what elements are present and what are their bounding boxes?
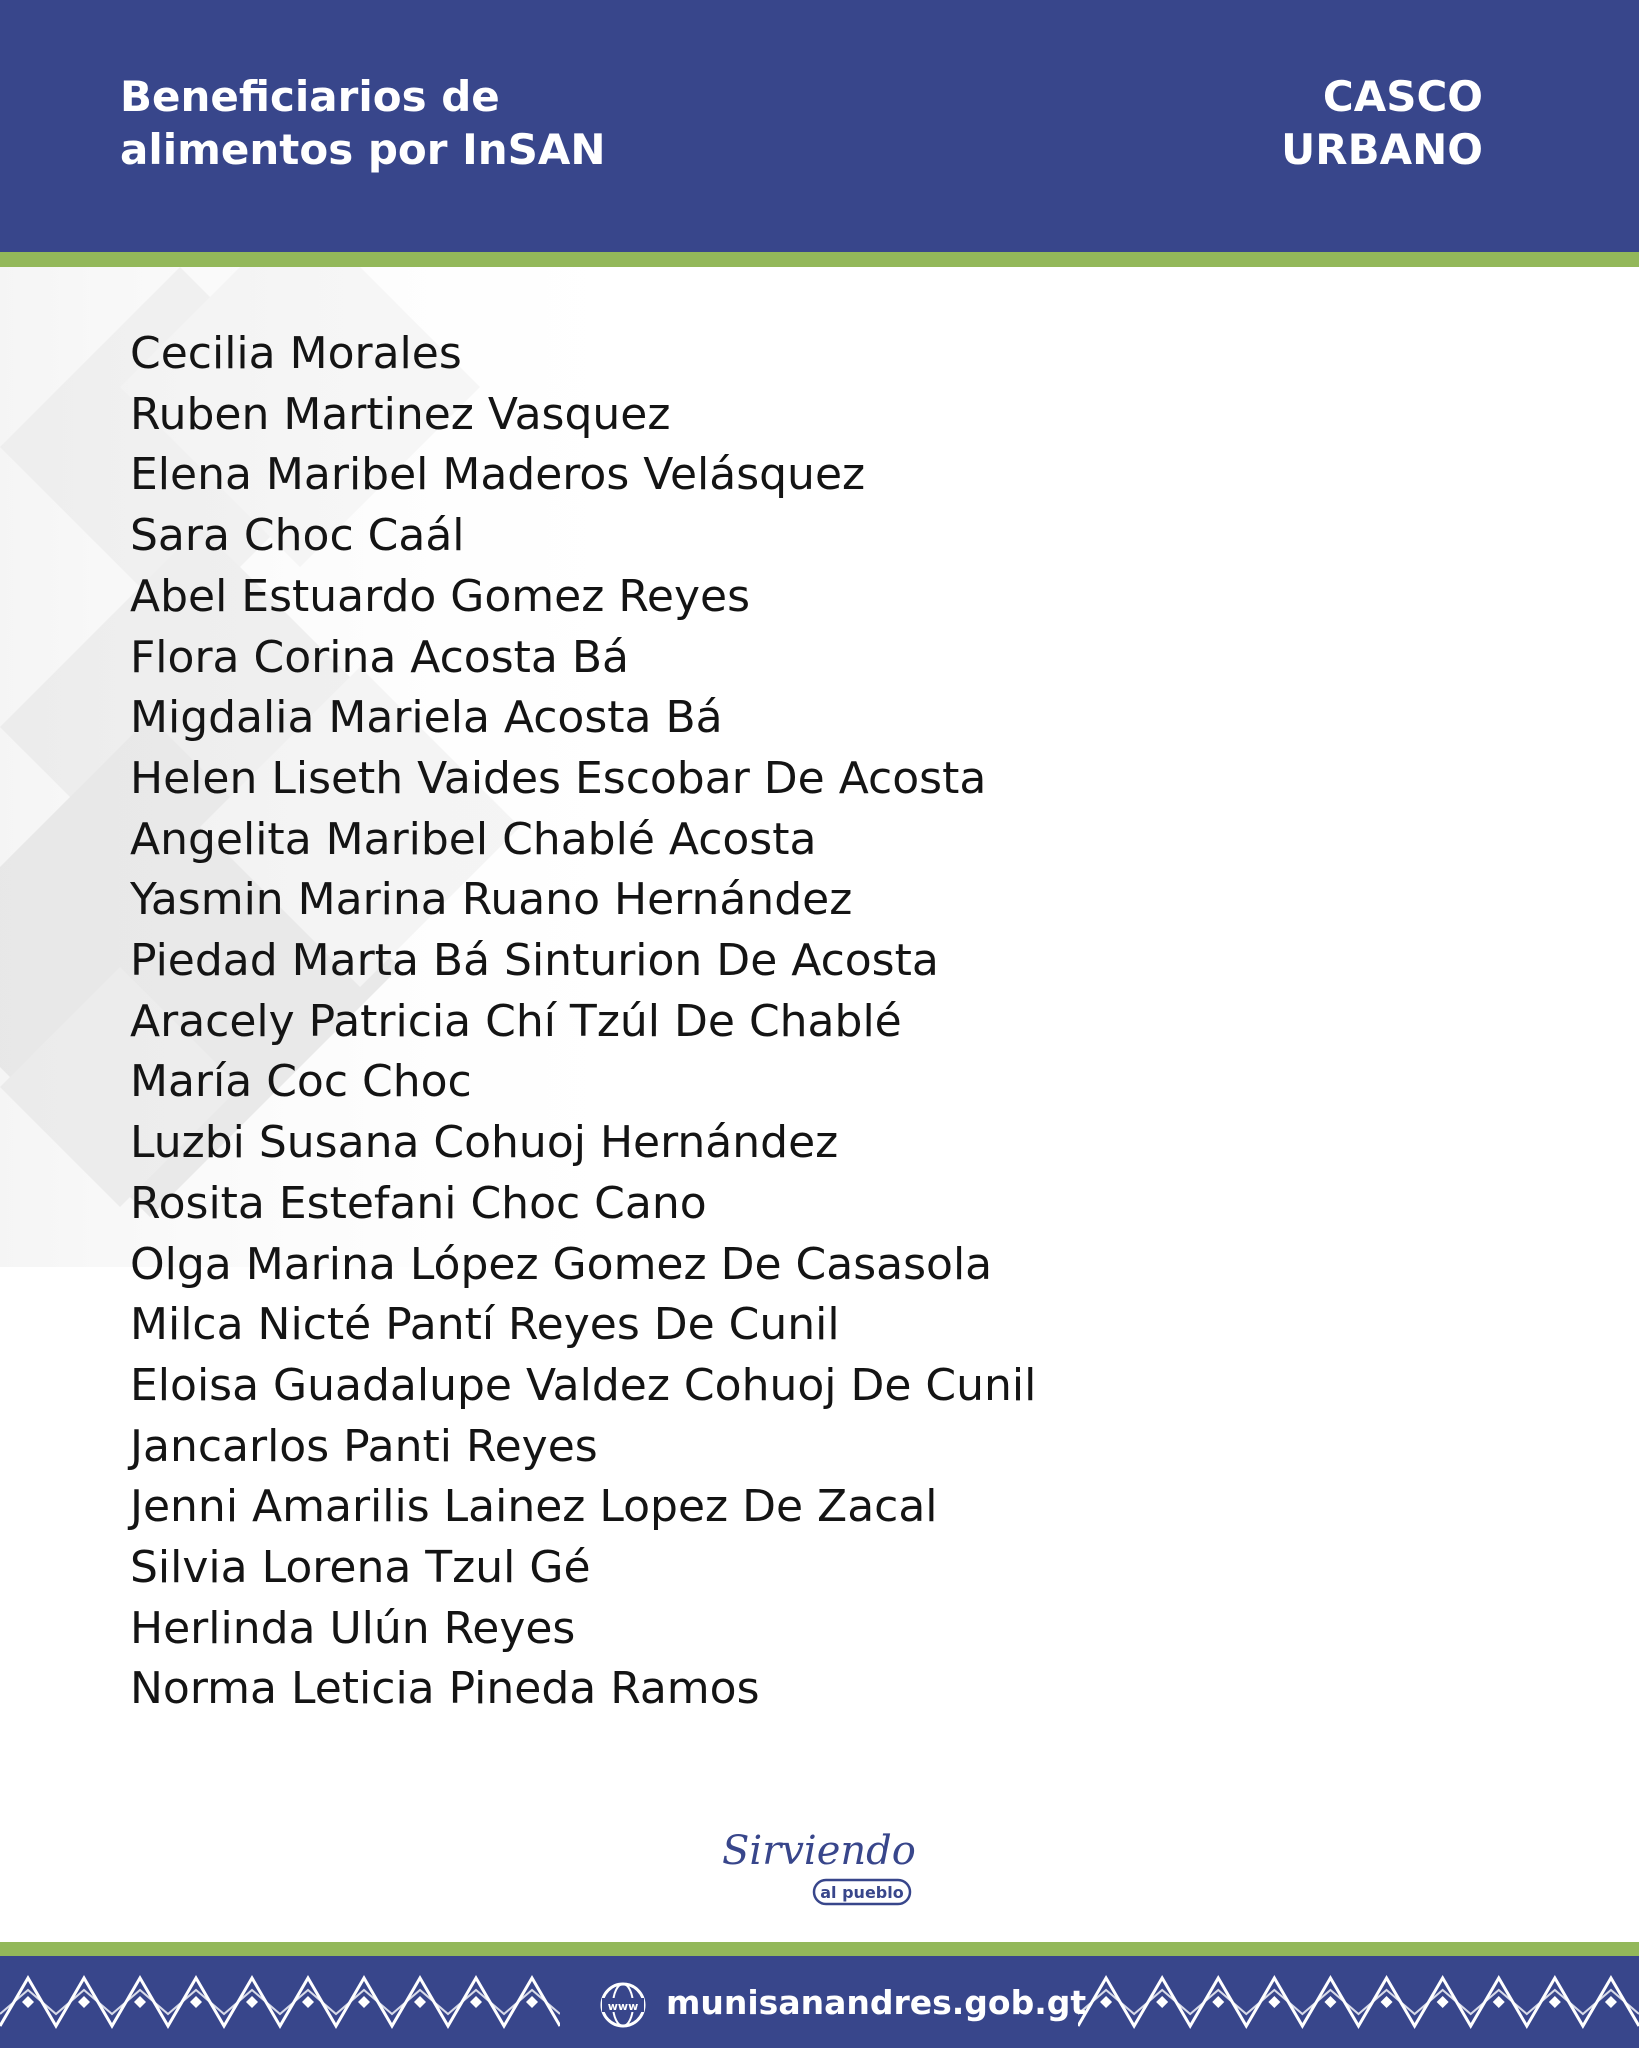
beneficiary-name: Herlinda Ulún Reyes [130,1602,576,1654]
beneficiary-name: Milca Nicté Pantí Reyes De Cunil [130,1299,840,1351]
page-title-line-2: alimentos por InSAN [120,125,606,174]
beneficiary-name: Angelita Maribel Chablé Acosta [130,813,817,865]
beneficiary-name: Yasmin Marina Ruano Hernández [130,874,853,926]
beneficiary-name: Norma Leticia Pineda Ramos [130,1663,760,1715]
page-title-line-1: Beneficiarios de [120,72,500,121]
beneficiary-name: Aracely Patricia Chí Tzúl De Chablé [130,995,902,1047]
location-line-2: URBANO [1281,125,1483,174]
beneficiary-name: Jancarlos Panti Reyes [130,1420,598,1472]
header-accent-stripe [0,252,1639,267]
beneficiary-name: Piedad Marta Bá Sinturion De Acosta [130,935,939,987]
beneficiary-name: Sara Choc Caál [130,510,465,562]
beneficiary-name: Cecilia Morales [130,328,462,379]
page-title [120,70,820,176]
sirviendo-al-pueblo-logo [716,1812,936,1912]
beneficiary-name: Migdalia Mariela Acosta Bá [130,692,723,744]
slogan-tag-text: al pueblo [820,1883,904,1902]
globe-www-icon [598,1980,648,2030]
beneficiary-name: Olga Marina López Gomez De Casasola [130,1238,993,1290]
beneficiary-name: Rosita Estefani Choc Cano [130,1177,707,1229]
beneficiary-name: Helen Liseth Vaides Escobar De Acosta [130,752,987,804]
beneficiary-name: María Coc Choc [130,1056,472,1108]
beneficiary-list [130,324,1036,1720]
website-link[interactable]: munisanandres.gob.gt [666,1983,1087,2022]
beneficiary-name: Abel Estuardo Gomez Reyes [130,570,751,622]
beneficiary-name: Eloisa Guadalupe Valdez Cohuoj De Cunil [130,1359,1037,1411]
web-icon-label: www [607,2000,639,2013]
beneficiary-name: Flora Corina Acosta Bá [130,631,629,683]
slogan-script-text: Sirviendo [722,1828,916,1874]
beneficiary-name: Ruben Martinez Vasquez [130,388,671,440]
location-label [1083,70,1483,176]
beneficiary-name: Elena Maribel Maderos Velásquez [130,449,866,501]
header-banner [0,0,1639,252]
beneficiary-name: Jenni Amarilis Lainez Lopez De Zacal [130,1481,938,1533]
location-line-1: CASCO [1322,72,1483,121]
textile-ornament-right [1078,1974,1639,2030]
beneficiary-name: Silvia Lorena Tzul Gé [130,1542,591,1594]
textile-ornament-left [0,1974,560,2030]
footer-banner [0,1956,1639,2048]
beneficiary-name: Luzbi Susana Cohuoj Hernández [130,1117,839,1169]
footer-accent-stripe [0,1942,1639,1956]
